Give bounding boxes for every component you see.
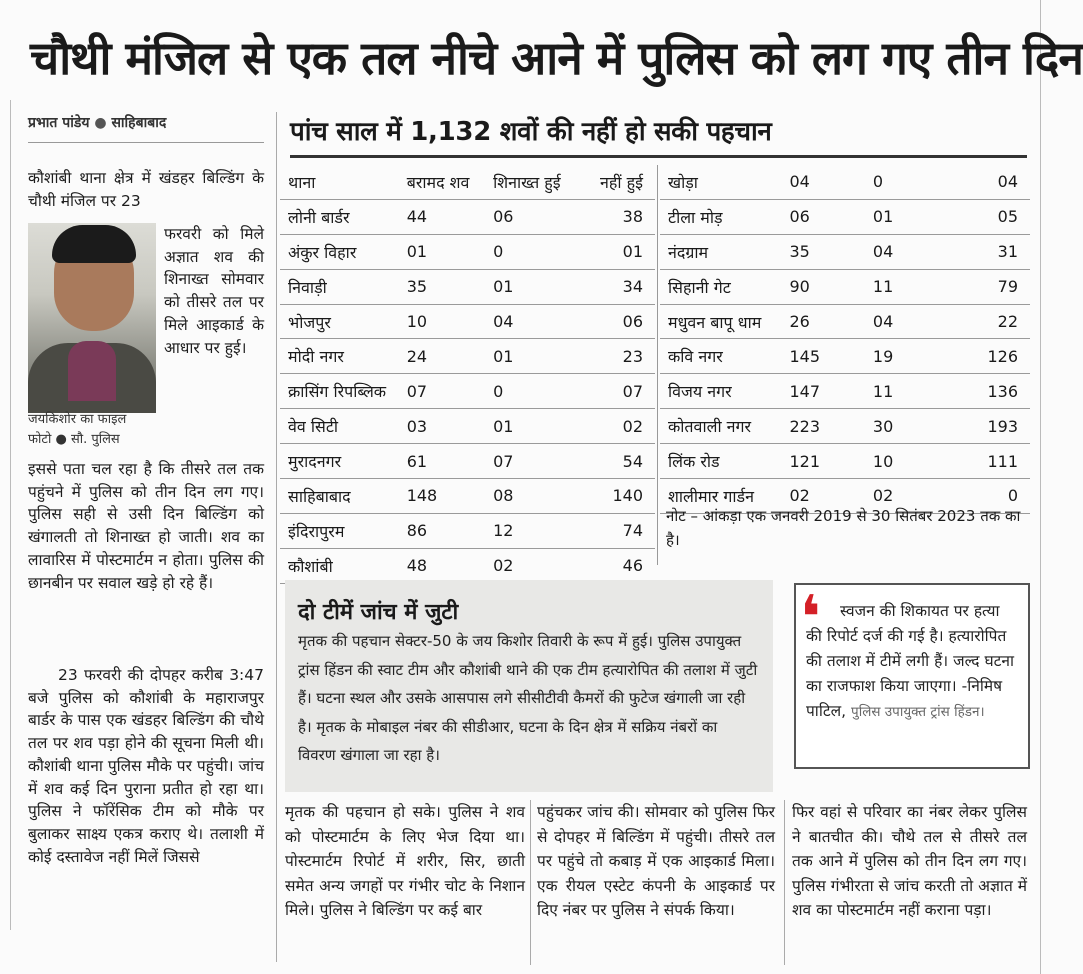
value-cell: 12	[485, 513, 573, 548]
value-cell: 11	[865, 269, 946, 304]
station-name-cell: लोनी बार्डर	[280, 199, 399, 234]
value-cell: 06	[485, 199, 573, 234]
value-cell: 01	[399, 234, 485, 269]
value-cell: 0	[485, 374, 573, 409]
value-cell: 01	[574, 234, 655, 269]
station-name-cell: थाना	[280, 165, 399, 199]
value-cell: 79	[946, 269, 1030, 304]
table-row	[280, 339, 655, 374]
value-cell: 10	[865, 444, 946, 479]
table-note: नोट – आंकड़ा एक जनवरी 2019 से 30 सितंबर 2023 तक का है।	[666, 507, 1021, 549]
table-row	[660, 234, 1030, 269]
station-name-cell: कौशांबी	[280, 548, 399, 583]
adjacent-column-edge-right	[1040, 0, 1053, 974]
table-row	[660, 269, 1030, 304]
caption-line1: जयकिशोर का फाइल	[28, 412, 127, 427]
value-cell: 35	[781, 234, 864, 269]
value-cell: 03	[399, 409, 485, 444]
station-name-cell: मधुवन बापू धाम	[660, 304, 781, 339]
station-name-cell: टीला मोड़	[660, 199, 781, 234]
value-cell: 06	[781, 199, 864, 234]
value-cell: 04	[781, 165, 864, 199]
value-cell: 147	[781, 374, 864, 409]
column-divider	[784, 800, 785, 965]
station-name-cell: खोड़ा	[660, 165, 781, 199]
value-cell: 126	[946, 339, 1030, 374]
table-row	[660, 409, 1030, 444]
value-cell: 30	[865, 409, 946, 444]
station-name-cell: वेव सिटी	[280, 409, 399, 444]
value-cell: 04	[865, 304, 946, 339]
value-cell: 01	[485, 269, 573, 304]
police-station-table-right	[660, 165, 1030, 514]
value-cell: 02	[574, 409, 655, 444]
station-name-cell: विजय नगर	[660, 374, 781, 409]
value-cell: नहीं हुई	[574, 165, 655, 199]
caption-credit: सौ. पुलिस	[70, 432, 120, 447]
station-name-cell: सिहानी गेट	[660, 269, 781, 304]
value-cell: 24	[399, 339, 485, 374]
value-cell: 90	[781, 269, 864, 304]
table-row	[660, 374, 1030, 409]
quote-icon: ❛	[800, 583, 821, 653]
value-cell: 44	[399, 199, 485, 234]
value-cell: 05	[946, 199, 1030, 234]
value-cell: 07	[399, 374, 485, 409]
byline-location: साहिबाबाद	[111, 115, 167, 131]
value-cell: 11	[865, 374, 946, 409]
value-cell: 10	[399, 304, 485, 339]
value-cell: 31	[946, 234, 1030, 269]
value-cell: 19	[865, 339, 946, 374]
station-name-cell: नंदग्राम	[660, 234, 781, 269]
value-cell: 04	[946, 165, 1030, 199]
value-cell: 35	[399, 269, 485, 304]
adjacent-column-edge-left	[0, 100, 11, 930]
table-row	[280, 409, 655, 444]
value-cell: 38	[574, 199, 655, 234]
sidebar-title: दो टीमें जांच में जुटी	[298, 600, 459, 625]
value-cell: 140	[574, 479, 655, 514]
divider	[28, 142, 264, 143]
station-name-cell: भोजपुर	[280, 304, 399, 339]
station-name-cell: कवि नगर	[660, 339, 781, 374]
station-name-cell: मुरादनगर	[280, 444, 399, 479]
article-para2: 23 फरवरी की दोपहर करीब 3:47 बजे पुलिस को कौशांबी के महाराजपुर बार्डर के पास एक खंडहर बिल्डिंग की चौथे तल पर शव पड़ा होने की सूचना मिली थी। कौशांबी थाना पुलिस मौके पर पहुंची। जांच में शव कई दिन पुराना प्रतीत हो रहा था। पुलिस ने फॉरेंसिक टीम को मौके पर बुलाकर साक्ष्य एकत्र कराए थे। तलाशी में कोई दस्तावेज नहीं मिलें जिससे	[28, 666, 269, 866]
value-cell: 07	[485, 444, 573, 479]
victim-photo	[28, 223, 156, 401]
table-row	[280, 199, 655, 234]
value-cell: 46	[574, 548, 655, 583]
article-col4: फिर वहां से परिवार का नंबर लेकर पुलिस ने बातचीत की। चौथे तल से तीसरे तल तक आने में पुलिस को तीन दिन लग गए। पुलिस गंभीरता से जांच करती तो अज्ञात में शव का पोस्टमार्टम नहीं कराना पड़ा।	[792, 803, 1027, 919]
headline: चौथी मंजिल से एक तल नीचे आने में पुलिस को लग गए तीन दिन	[30, 31, 1083, 85]
value-cell: 02	[485, 548, 573, 583]
table-top-rule	[290, 155, 1027, 158]
value-cell: 01	[865, 199, 946, 234]
byline	[28, 113, 166, 132]
station-name-cell: अंकुर विहार	[280, 234, 399, 269]
table-row	[660, 165, 1030, 199]
station-name-cell: शालीमार गार्डन	[660, 479, 781, 514]
station-name-cell: निवाड़ी	[280, 269, 399, 304]
quote-credit: पुलिस उपायुक्त ट्रांस हिंडन।	[851, 704, 985, 720]
quote-text	[806, 599, 1018, 725]
article-intro: कौशांबी थाना क्षेत्र में खंडहर बिल्डिंग के चौथी मंजिल पर 23	[28, 169, 269, 210]
value-cell: 06	[574, 304, 655, 339]
table-row	[280, 444, 655, 479]
table-row	[280, 234, 655, 269]
value-cell: 61	[399, 444, 485, 479]
station-name-cell: मोदी नगर	[280, 339, 399, 374]
quote-body: स्वजन की शिकायत पर हत्या की रिपोर्ट दर्ज की गई है। हत्यारोपित की तलाश में टीमें लगी हैं। जल्द घटना का राजफाश किया जाएगा। -निमिष पाटिल,	[806, 602, 1015, 720]
value-cell: 54	[574, 444, 655, 479]
article-col3: पहुंचकर जांच की। सोमवार को पुलिस फिर से दोपहर में बिल्डिंग में पहुंची। तीसरे तल पर पहुंचे तो कबाड़ में एक आइकार्ड मिला। एक रीयल एस्टेट कंपनी के आइकार्ड पर दिए नंबर पर पुलिस ने संपर्क किया।	[537, 803, 775, 919]
value-cell: 02	[781, 479, 864, 514]
column-divider	[276, 112, 277, 962]
value-cell: 48	[399, 548, 485, 583]
station-name-cell: लिंक रोड	[660, 444, 781, 479]
value-cell: 23	[574, 339, 655, 374]
table-row	[280, 548, 655, 583]
value-cell: 34	[574, 269, 655, 304]
police-station-table-left	[280, 165, 655, 584]
value-cell: शिनाख्त हुई	[485, 165, 573, 199]
table-header-row	[280, 165, 655, 199]
value-cell: 22	[946, 304, 1030, 339]
value-cell: 0	[865, 165, 946, 199]
article-wrap-text: फरवरी को मिले अज्ञात शव की शिनाख्त सोमवार को तीसरे तल पर मिले आइकार्ड के आधार पर हुई।	[164, 225, 269, 357]
table-row	[660, 304, 1030, 339]
value-cell: 148	[399, 479, 485, 514]
value-cell: 145	[781, 339, 864, 374]
table-row	[660, 199, 1030, 234]
value-cell: 08	[485, 479, 573, 514]
value-cell: बरामद शव	[399, 165, 485, 199]
caption-line2: फोटो	[28, 432, 52, 447]
table-row	[280, 304, 655, 339]
station-name-cell: साहिबाबाद	[280, 479, 399, 514]
table-row	[280, 513, 655, 548]
byline-author: प्रभात पांडेय	[28, 115, 90, 131]
value-cell: 01	[485, 409, 573, 444]
value-cell: 0	[485, 234, 573, 269]
value-cell: 121	[781, 444, 864, 479]
sidebar-body: मृतक की पहचान सेक्टर-50 के जय किशोर तिवारी के रूप में हुई। पुलिस उपायुक्त ट्रांस हिंडन की स्वाट टीम और कौशांबी थाने की एक टीम हत्यारोपित की तलाश में जुटी हैं। घटना स्थल और उसके आसपास लगे सीसीटीवी कैमरों की फुटेज खंगाली जा रही है। मृतक के मोबाइल नंबर की सीडीआर, घटना के दिन क्षेत्र में सक्रिय नंबरों का विवरण खंगाला जा रहा है।	[298, 632, 758, 764]
value-cell: 111	[946, 444, 1030, 479]
value-cell: 02	[865, 479, 946, 514]
column-divider	[530, 800, 531, 965]
value-cell: 193	[946, 409, 1030, 444]
table-row	[280, 374, 655, 409]
value-cell: 26	[781, 304, 864, 339]
table-title: पांच साल में 1,132 शवों की नहीं हो सकी पहचान	[290, 117, 772, 147]
table-row	[280, 479, 655, 514]
article-para1: इससे पता चल रहा है कि तीसरे तल तक पहुंचने में पुलिस को तीन दिन लग गए। पुलिस सही से उसी दिन बिल्डिंग को खंगालती तो शिनाख्त हो जाती। शव का लावारिस में पोस्टमार्टम न होता। पुलिस की छानबीन पर सवाल खड़े हो रहे हैं।	[28, 460, 269, 592]
value-cell: 0	[946, 479, 1030, 514]
value-cell: 136	[946, 374, 1030, 409]
table-row	[280, 269, 655, 304]
bullet-icon: ●	[55, 432, 67, 447]
station-name-cell: क्रासिंग रिपब्लिक	[280, 374, 399, 409]
article-col2: मृतक की पहचान हो सके। पुलिस ने शव को पोस्टमार्टम के लिए भेज दिया था। पोस्टमार्टम रिपोर्ट में शरीर, सिर, छाती समेत अन्य जगहों पर गंभीर चोट के निशान मिले। पुलिस ने बिल्डिंग पर कई बार	[285, 803, 525, 919]
photo-caption	[28, 410, 158, 450]
value-cell: 86	[399, 513, 485, 548]
station-name-cell: कोतवाली नगर	[660, 409, 781, 444]
station-name-cell: इंदिरापुरम	[280, 513, 399, 548]
value-cell: 01	[485, 339, 573, 374]
bullet-icon: ●	[94, 115, 107, 131]
value-cell: 07	[574, 374, 655, 409]
value-cell: 04	[485, 304, 573, 339]
value-cell: 04	[865, 234, 946, 269]
table-divider	[657, 165, 658, 565]
table-row	[660, 339, 1030, 374]
value-cell: 74	[574, 513, 655, 548]
value-cell: 223	[781, 409, 864, 444]
table-row	[660, 444, 1030, 479]
